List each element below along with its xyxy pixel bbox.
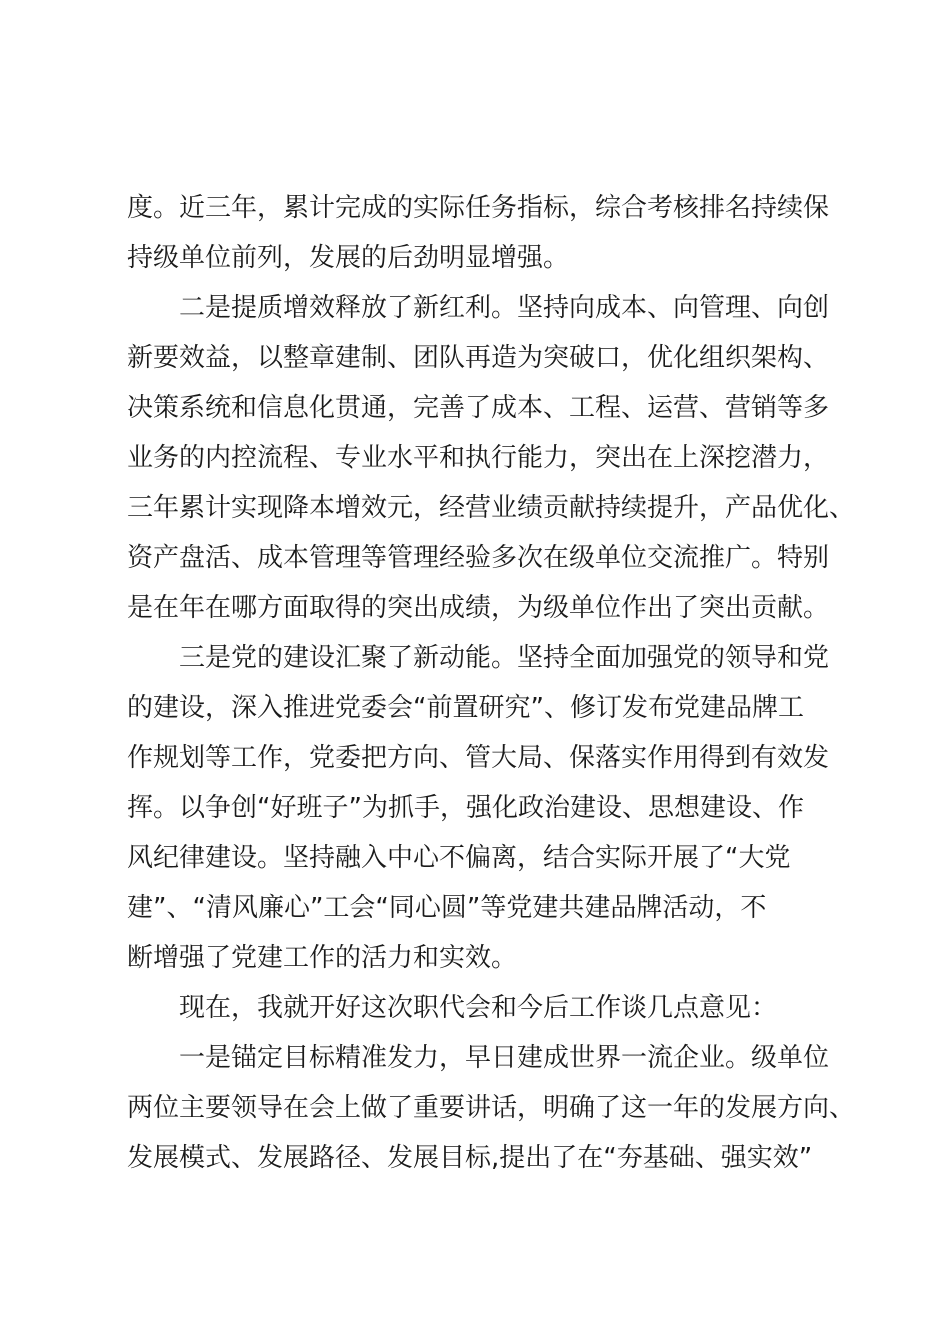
text-line: 风纪律建设。坚持融入中心不偏离，结合实际开展了“大党 [127,843,791,873]
text-line: 决策系统和信息化贯通，完善了成本、工程、运营、营销等多 [127,393,830,423]
paragraph-start-line: 现在，我就开好这次职代会和今后工作谈几点意见： [179,993,778,1023]
text-line: 新要效益，以整章建制、团队再造为突破口，优化组织架构、 [127,343,830,373]
paragraph-start-line: 一是锚定目标精准发力，早日建成世界一流企业。级单位 [179,1043,830,1073]
text-line: 是在年在哪方面取得的突出成绩，为级单位作出了突出贡献。 [127,593,830,623]
text-line: 作规划等工作，党委把方向、管大局、保落实作用得到有效发 [127,743,830,773]
text-line: 度。近三年，累计完成的实际任务指标，综合考核排名持续保 [127,193,830,223]
text-line: 的建设，深入推进党委会“前置研究”、修订发布党建品牌工 [127,693,804,723]
text-line: 业务的内控流程、专业水平和执行能力，突出在上深挖潜力， [127,443,830,473]
text-line: 两位主要领导在会上做了重要讲话，明确了这一年的发展方向、 [127,1093,856,1123]
text-line: 断增强了党建工作的活力和实效。 [127,943,518,973]
text-line: 资产盘活、成本管理等管理经验多次在级单位交流推广。特别 [127,543,830,573]
paragraph-start-line: 三是党的建设汇聚了新动能。坚持全面加强党的领导和党 [179,643,830,673]
text-line: 持级单位前列，发展的后劲明显增强。 [127,243,570,273]
text-line: 三年累计实现降本增效元，经营业绩贡献持续提升，产品优化、 [127,493,856,523]
paragraph-start-line: 二是提质增效释放了新红利。坚持向成本、向管理、向创 [179,293,830,323]
text-line: 发展模式、发展路径、发展目标,提出了在“夯基础、强实效” [127,1143,813,1173]
text-line: 建”、“清风廉心”工会“同心圆”等党建共建品牌活动，不 [127,893,767,923]
text-line: 挥。以争创“好班子”为抓手，强化政治建设、思想建设、作 [127,793,804,823]
body-text [127,183,856,1183]
